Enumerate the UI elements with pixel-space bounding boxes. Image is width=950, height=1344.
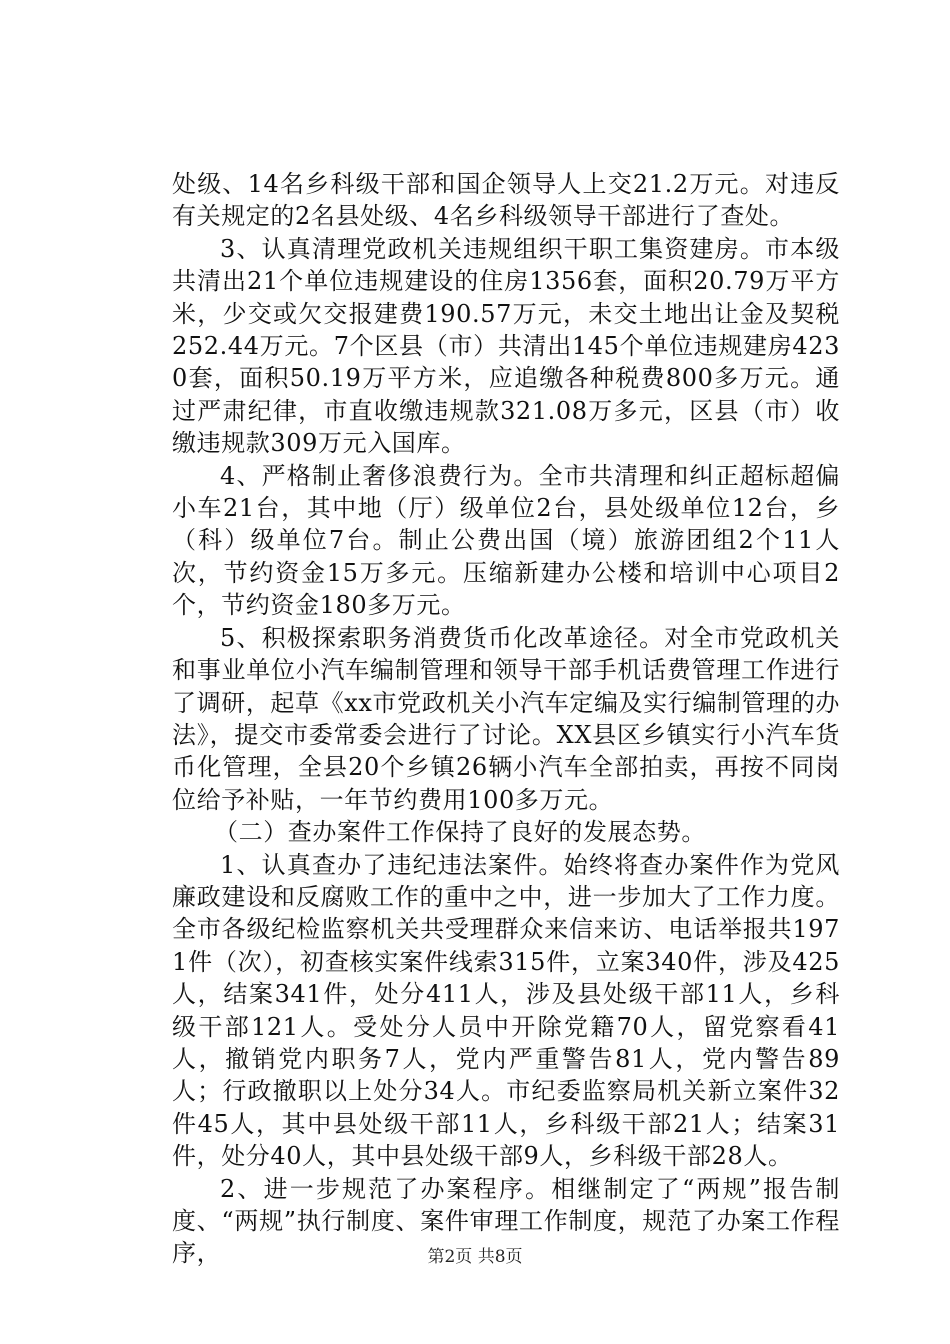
page-footer: 第2页 共8页 [427,1247,523,1267]
paragraph-case-investigation: 1、认真查办了违纪违法案件。始终将查办案件作为党风廉政建设和反腐败工作的重中之中，进一步加大了工作力度。全市各级纪检监察机关共受理群众来信来访、电话举报共1971件（次），初查核实案件线索315件，立案340件，涉及425人，结案341件，处分411人，涉及县处级干部11人，乡科级干部121人。受处分人员中开除党籍70人，留党察看41人，撤销党内职务7人，党内严重警告81人，党内警告89人；行政撤职以上处分34人。市纪委监察局机关新立案件32件45人，其中县处级干部11人，乡科级干部21人；结案31件，处分40人，其中县处级干部9人，乡科级干部28人。 [172,850,840,1171]
paragraph-extravagance: 4、严格制止奢侈浪费行为。全市共清理和纠正超标超偏小车21台，其中地（厅）级单位2台，县处级单位12台，乡（科）级单位7台。制止公费出国（境）旅游团组2个11人次，节约资金15万多元。压缩新建办公楼和培训中心项目2个，节约资金180多万元。 [172,461,840,620]
paragraph-housing-cleanup: 3、认真清理党政机关违规组织干职工集资建房。市本级共清出21个单位违规建设的住房1356套，面积20.79万平方米，少交或欠交报建费190.57万元，未交土地出让金及契税252.44万元。7个区县（市）共清出145个单位违规建房4230套，面积50.19万平方米，应追缴各种税费800多万元。通过严肃纪律，市直收缴违规款321.08万多元，区县（市）收缴违规款309万元入国库。 [172,234,840,458]
section-heading-case-handling: （二）查办案件工作保持了良好的发展态势。 [214,818,706,847]
paragraph-continuation: 处级、14名乡科级干部和国企领导人上交21.2万元。对违反有关规定的2名县处级、4名乡科级领导干部进行了查处。 [172,170,840,231]
document-body [172,168,840,1270]
paragraph-monetization-reform: 5、积极探索职务消费货币化改革途径。对全市党政机关和事业单位小汽车编制管理和领导干部手机话费管理工作进行了调研，起草《xx市党政机关小汽车定编及实行编制管理的办法》，提交市委常委会进行了讨论。XX县区乡镇实行小汽车货币化管理，全县20个乡镇26辆小汽车全部拍卖，再按不同岗位给予补贴，一年节约费用100多万元。 [172,623,840,814]
paragraph-case-procedure: 2、进一步规范了办案程序。相继制定了“两规”报告制度、“两规”执行制度、案件审理工作制度，规范了办案工作程序， [172,1174,840,1268]
